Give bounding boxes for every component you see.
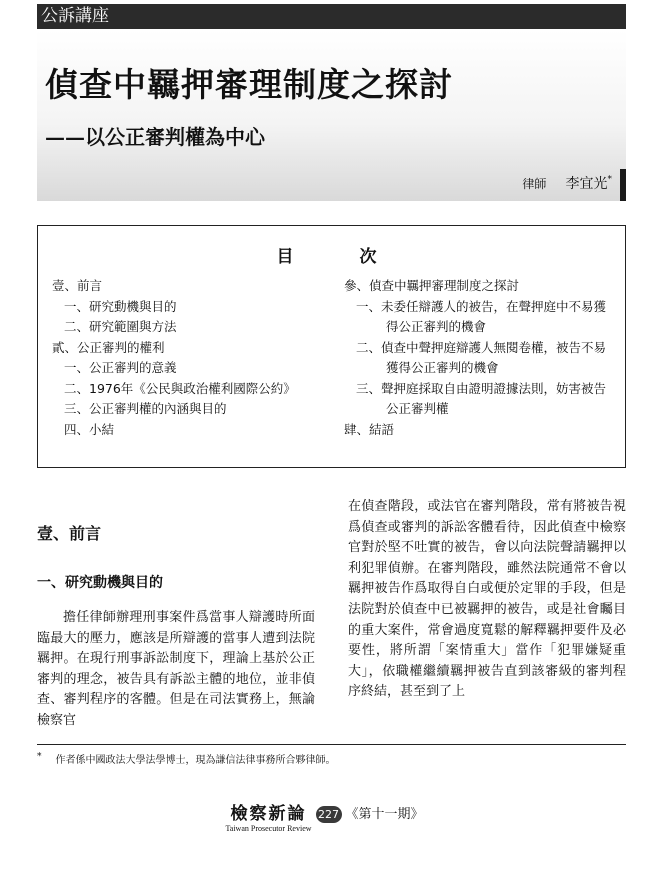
title-side-rule [620, 169, 626, 201]
toc-item: 二、偵查中聲押庭辯護人無閱卷權，被告不易獲得公正審判的機會 [356, 339, 607, 375]
page-number-badge: 227 [316, 806, 342, 823]
body-right-column [348, 497, 626, 703]
section-heading: 壹、前言 [37, 524, 102, 543]
toc-item: 三、聲押庭採取自由證明證據法則，妨害被告公正審判權 [356, 380, 607, 416]
body-left-column [37, 498, 315, 732]
footnote-divider [37, 744, 626, 745]
title-panel [37, 29, 626, 201]
author-line [522, 173, 612, 193]
toc-item: 三、公正審判權的內涵與目的 [64, 401, 227, 416]
footnote [37, 751, 336, 766]
toc-item: 二、1976年《公民與政治權利國際公約》 [64, 380, 296, 396]
journal-english-name: Taiwan Prosecutor Review [225, 824, 312, 833]
toc-item: 一、研究動機與目的 [64, 298, 177, 314]
footnote-mark: * [37, 751, 42, 762]
toc-item: 一、公正審判的意義 [64, 360, 177, 375]
toc-item: 肆、結語 [344, 421, 395, 437]
toc-item: 壹、前言 [52, 278, 103, 293]
journal-logo [225, 804, 311, 834]
author-footnote-mark: * [607, 174, 612, 185]
footnote-text: 作者係中國政法大學法學博士，現為謙信法律事務所合夥律師。 [55, 755, 336, 766]
body-paragraph: 在偵查階段，或法官在審判階段，常有將被告視爲偵查或審判的訴訟客體看待，因此偵查中檢察官對於堅不吐實的被告，會以向法院聲請羈押以利犯罪偵辦。在審判階段，雖然法院通常不會以羈押被告作爲取得自白或便於定罪的手段，但是法院對於偵查中已被羈押的被告，或是社會矚目的重大案件，常會過度寬鬆的解釋羈押要件及必要性，將所謂「案情重大」當作「犯罪嫌疑重大」，依職權繼續羈押被告直到該審級的審判程序終結，甚至到了上 [348, 499, 626, 700]
subsection-heading: 一、研究動機與目的 [37, 575, 163, 591]
toc-left-column [52, 276, 322, 440]
table-of-contents [37, 225, 626, 468]
category-label: 公訴講座 [41, 6, 109, 26]
author-role: 律師 [522, 177, 547, 191]
category-bar [37, 4, 626, 29]
toc-item: 參、偵查中羈押審理制度之探討 [344, 278, 520, 293]
toc-item: 四、小結 [64, 421, 115, 437]
article-subtitle: ——以公正審判權為中心 [45, 125, 265, 149]
issue-label: 《第十一期》 [345, 807, 424, 822]
journal-name: 檢察新論 [230, 804, 307, 824]
toc-item: 二、研究範圍與方法 [64, 319, 177, 334]
toc-item: 一、未委任辯護人的被告，在聲押庭中不易獲得公正審判的機會 [356, 298, 607, 334]
page-footer [0, 804, 649, 834]
toc-heading: 目 次 [276, 247, 387, 267]
toc-right-column [344, 276, 616, 440]
toc-item: 貳、公正審判的權利 [52, 339, 165, 355]
body-paragraph: 擔任律師辦理刑事案件爲當事人辯護時所面臨最大的壓力，應該是所辯護的當事人遭到法院羈押。在現行刑事訴訟制度下，理論上基於公正審判的理念，被告具有訴訟主體的地位，並非偵查、審判程序的客體。但是在司法實務上，無論檢察官 [37, 610, 315, 728]
article-title: 偵查中羈押審理制度之探討 [45, 65, 453, 104]
author-name: 李宜光 [565, 176, 608, 192]
